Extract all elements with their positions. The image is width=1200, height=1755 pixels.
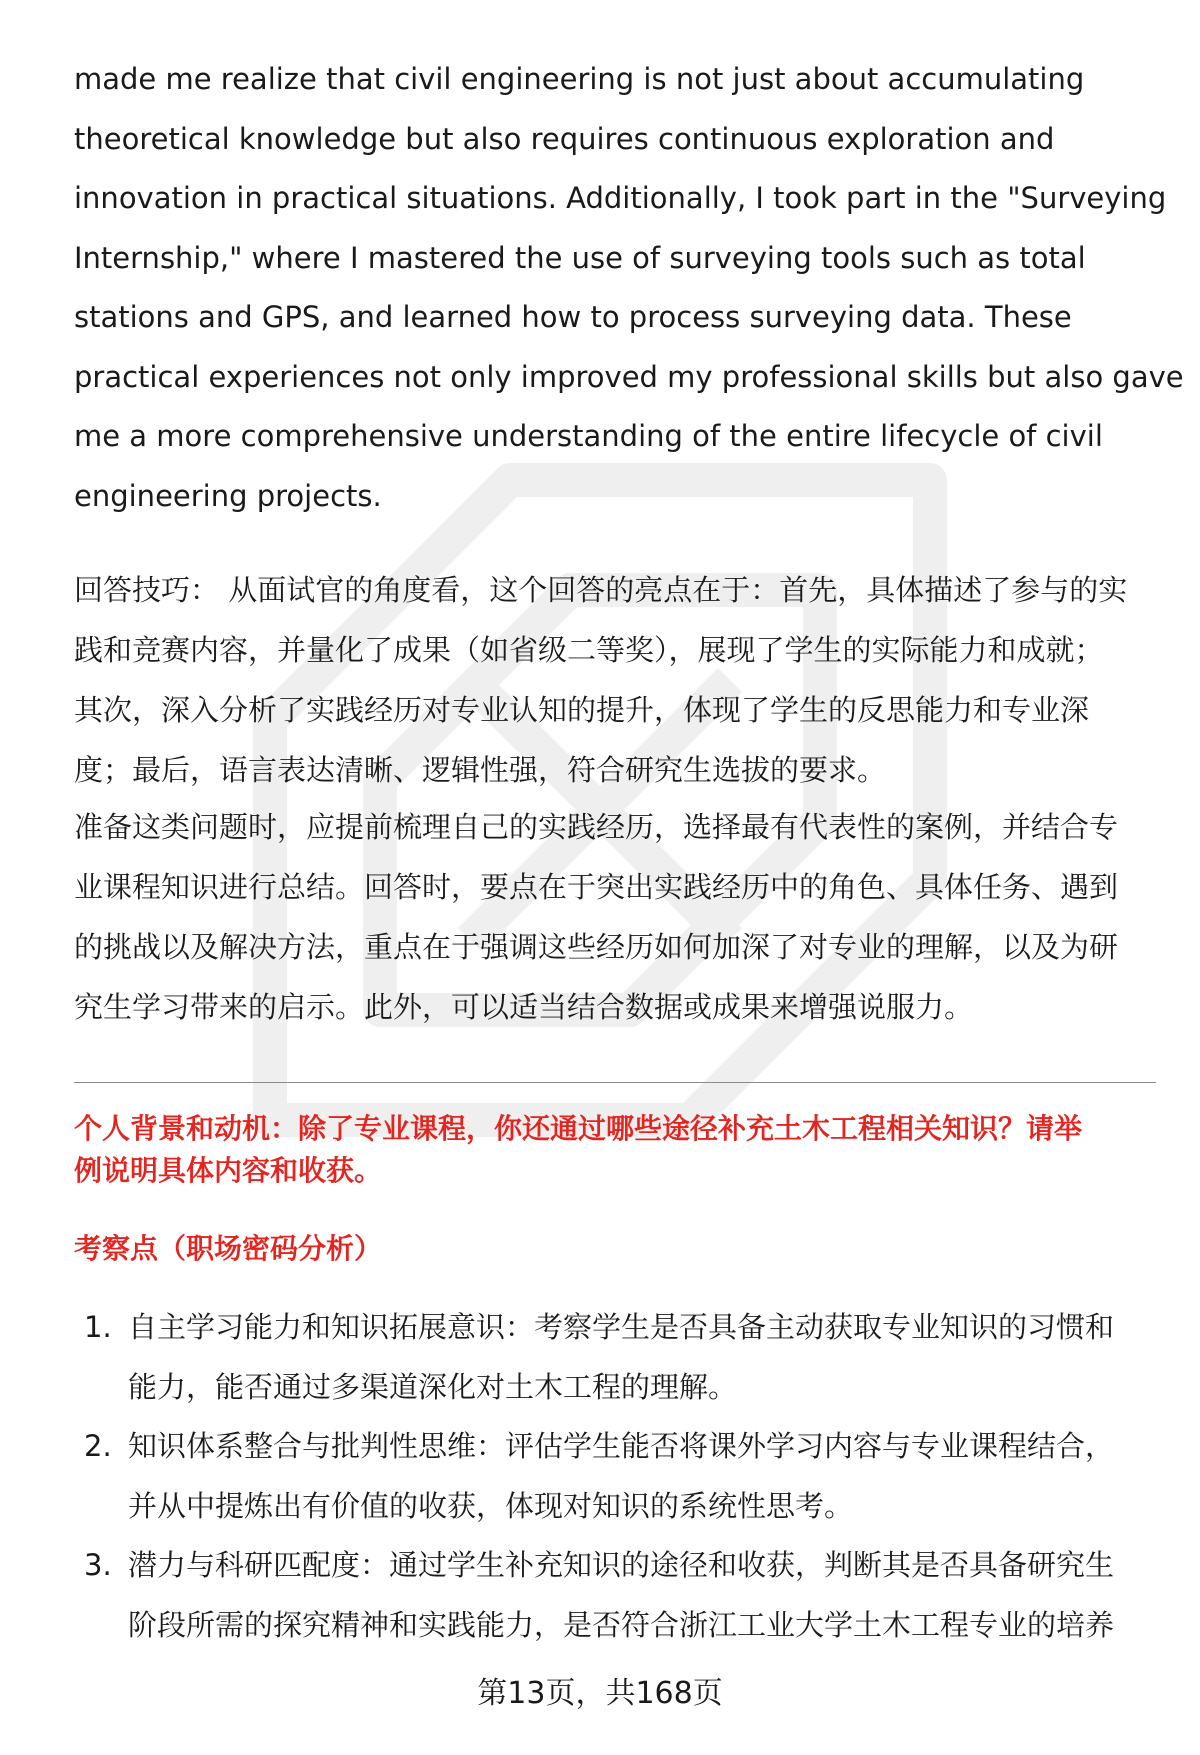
paragraph-line: 究生学习带来的启示。此外，可以适当结合数据或成果来增强说服力。 [74, 990, 974, 1024]
list-item-line: 知识体系整合与批判性思维：评估学生能否将课外学习内容与专业课程结合， [128, 1429, 1115, 1463]
list-number: 1. [84, 1310, 112, 1344]
paragraph-line: innovation in practical situations. Additionally, I took part in the "Surveying [74, 181, 1167, 215]
paragraph-line: 践和竞赛内容，并量化了成果（如省级二等奖），展现了学生的实际能力和成就； [74, 633, 1104, 667]
list-item-line: 阶段所需的探究精神和实践能力，是否符合浙江工业大学土木工程专业的培养 [128, 1607, 1115, 1642]
paragraph-line: me a more comprehensive understanding of the entire lifecycle of civil [74, 419, 1103, 453]
list-number: 2. [84, 1429, 112, 1463]
paragraph-line: 其次，深入分析了实践经历对专业认知的提升，体现了学生的反思能力和专业深 [74, 693, 1090, 727]
section-divider [74, 1082, 1156, 1083]
paragraph-line: engineering projects. [74, 478, 382, 513]
question-heading [74, 1108, 1164, 1192]
list-item-line: 自主学习能力和知识拓展意识：考察学生是否具备主动获取专业知识的习惯和 [128, 1310, 1115, 1344]
list-item-line: 并从中提炼出有价值的收获，体现对知识的系统性思考。 [128, 1488, 854, 1523]
paragraph-line: 回答技巧： 从面试官的角度看，这个回答的亮点在于：首先，具体描述了参与的实 [74, 573, 1128, 607]
paragraph-line: practical experiences not only improved my professional skills but also gave [74, 359, 1184, 394]
list-item [74, 1417, 1164, 1536]
page-number-footer: 第13页，共168页 [477, 1676, 723, 1711]
question-line: 个人背景和动机：除了专业课程，你还通过哪些途径补充土木工程相关知识？请举 [74, 1112, 1083, 1145]
assessment-heading: 考察点（职场密码分析） [74, 1232, 383, 1265]
english-paragraph [74, 50, 1184, 526]
list-item-line: 潜力与科研匹配度：通过学生补充知识的途径和收获，判断其是否具备研究生 [128, 1548, 1115, 1582]
list-item-line: 能力，能否通过多渠道深化对土木工程的理解。 [128, 1369, 738, 1404]
paragraph-line: 度；最后，语言表达清晰、逻辑性强，符合研究生选拔的要求。 [74, 753, 887, 787]
paragraph-line: 的挑战以及解决方法，重点在于强调这些经历如何加深了对专业的理解，以及为研 [74, 930, 1119, 964]
paragraph-line: theoretical knowledge but also requires continuous exploration and [74, 121, 1055, 156]
paragraph-line: 业课程知识进行总结。回答时，要点在于突出实践经历中的角色、具体任务、遇到 [74, 870, 1119, 904]
preparation-advice-paragraph [74, 797, 1164, 1037]
paragraph-line: Internship," where I mastered the use of surveying tools such as total [74, 240, 1086, 275]
list-item [74, 1298, 1164, 1417]
answer-tips-paragraph [74, 560, 1164, 800]
question-line: 例说明具体内容和收获。 [74, 1154, 383, 1187]
paragraph-line: made me realize that civil engineering is not just about accumulating [74, 62, 1085, 96]
list-number: 3. [84, 1548, 112, 1582]
paragraph-line: 准备这类问题时，应提前梳理自己的实践经历，选择最有代表性的案例，并结合专 [74, 810, 1119, 844]
paragraph-line: stations and GPS, and learned how to process surveying data. These [74, 300, 1072, 334]
assessment-list [74, 1298, 1164, 1655]
list-item [74, 1536, 1164, 1655]
